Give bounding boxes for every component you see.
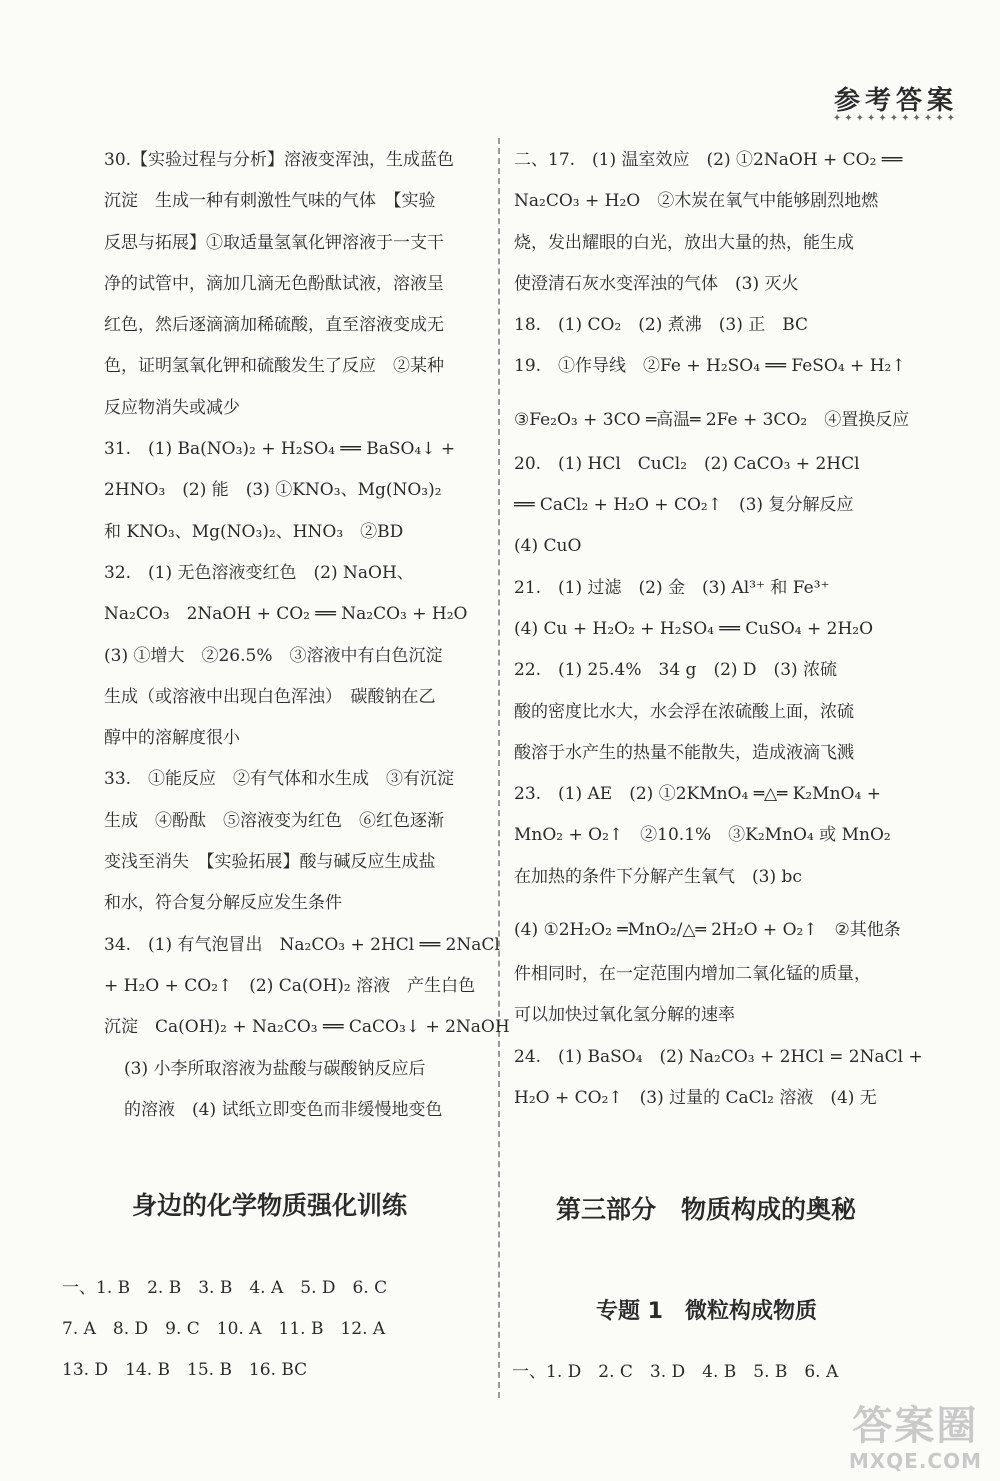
subsection-title: 专题 1 微粒构成物质	[596, 1299, 817, 1324]
text-line: 在加热的条件下分解产生氧气 (3) bc	[514, 866, 802, 887]
column-divider	[498, 138, 500, 1398]
text-line: 二、17. (1) 温室效应 (2) ①2NaOH + CO₂ ══	[514, 150, 903, 170]
text-line: 沉淀 Ca(OH)₂ + Na₂CO₃ ══ CaCO₃↓ + 2NaOH	[104, 1017, 510, 1038]
left-answers	[62, 1268, 387, 1391]
text-line: ══ CaCl₂ + H₂O + CO₂↑ (3) 复分解反应	[514, 495, 854, 516]
text-line: 净的试管中，滴加几滴无色酚酞试液，溶液呈	[104, 273, 444, 294]
text-line: 使澄清石灰水变浑浊的气体 (3) 灭火	[514, 273, 799, 294]
text-line: 的溶液 (4) 试纸立即变色而非缓慢地变色	[124, 1099, 443, 1120]
text-line: 醇中的溶解度很小	[104, 728, 240, 749]
text-line: 反思与拓展】①取适量氢氧化钾溶液于一支干	[104, 232, 444, 253]
text-line: (4) CuO	[514, 536, 582, 557]
text-line: 变浅至消失 【实验拓展】酸与碱反应生成盐	[104, 852, 436, 873]
text-line: 色，证明氢氧化钾和硫酸发生了反应 ②某种	[104, 356, 444, 377]
text-line: 33. ①能反应 ②有气体和水生成 ③有沉淀	[104, 769, 455, 790]
right-column	[514, 140, 924, 1119]
text-line: 一、1. B 2. B 3. B 4. A 5. D 6. C	[62, 1278, 388, 1298]
text-line: 酸的密度比水大，水会浮在浓硫酸上面，浓硫	[514, 701, 854, 722]
text-line: 21. (1) 过滤 (2) 金 (3) Al³⁺ 和 Fe³⁺	[514, 577, 830, 598]
left-column	[104, 140, 510, 1131]
text-line: Na₂CO₃ + H₂O ②木炭在氧气中能够剧烈地燃	[514, 191, 879, 212]
text-line: 34. (1) 有气泡冒出 Na₂CO₃ + 2HCl ══ 2NaCl	[104, 934, 500, 955]
text-line: 生成 ④酚酞 ⑤溶液变为红色 ⑥红色逐渐	[104, 810, 444, 831]
text-line: ③Fe₂O₃ + 3CO ═高温═ 2Fe + 3CO₂ ④置换反应	[514, 409, 910, 430]
text-line: 32. (1) 无色溶液变红色 (2) NaOH、	[104, 562, 414, 583]
text-line: (3) 小李所取溶液为盐酸与碳酸钠反应后	[124, 1058, 426, 1079]
text-line: Na₂CO₃ 2NaOH + CO₂ ══ Na₂CO₃ + H₂O	[104, 604, 468, 625]
text-line: 沉淀 生成一种有刺激性气味的气体 【实验	[104, 191, 436, 212]
text-line: 23. (1) AE (2) ①2KMnO₄ ═△═ K₂MnO₄ +	[514, 784, 881, 805]
text-line: 19. ①作导线 ②Fe + H₂SO₄ ══ FeSO₄ + H₂↑	[514, 356, 906, 377]
text-line: + H₂O + CO₂↑ (2) Ca(OH)₂ 溶液 产生白色	[104, 975, 476, 996]
page-header	[833, 80, 958, 124]
watermark-url: MXQE.COM	[848, 1449, 982, 1473]
right-answers	[512, 1352, 838, 1393]
header-title: 参考答案	[833, 86, 958, 116]
text-line: 22. (1) 25.4% 34 g (2) D (3) 浓硫	[514, 660, 838, 681]
text-line: 反应物消失或减少	[104, 397, 240, 418]
text-line: 18. (1) CO₂ (2) 煮沸 (3) 正 BC	[514, 315, 809, 336]
text-line: 24. (1) BaSO₄ (2) Na₂CO₃ + 2HCl = 2NaCl +	[514, 1046, 923, 1067]
text-line: MnO₂ + O₂↑ ②10.1% ③K₂MnO₄ 或 MnO₂	[514, 825, 891, 846]
text-line: 30.【实验过程与分析】溶液变浑浊，生成蓝色	[104, 150, 455, 170]
text-line: 20. (1) HCl CuCl₂ (2) CaCO₃ + 2HCl	[514, 453, 860, 474]
section-title-right: 第三部分 物质构成的奥秘	[556, 1195, 857, 1224]
text-line: 酸溶于水产生的热量不能散失，造成液滴飞溅	[514, 742, 854, 763]
text-line: (3) ①增大 ②26.5% ③溶液中有白色沉淀	[104, 645, 443, 666]
text-line: 和水，符合复分解反应发生条件	[104, 893, 342, 914]
text-line: 7. A 8. D 9. C 10. A 11. B 12. A	[62, 1319, 386, 1339]
text-line: 31. (1) Ba(NO₃)₂ + H₂SO₄ ══ BaSO₄↓ +	[104, 439, 456, 460]
watermark	[849, 1403, 982, 1473]
text-line: 2HNO₃ (2) 能 (3) ①KNO₃、Mg(NO₃)₂	[104, 480, 442, 501]
text-line: 红色，然后逐滴滴加稀硫酸，直至溶液变成无	[104, 315, 444, 336]
text-line: 和 KNO₃、Mg(NO₃)₂、HNO₃ ②BD	[104, 521, 404, 542]
text-line: 一、1. D 2. C 3. D 4. B 5. B 6. A	[512, 1362, 839, 1382]
section-title-left: 身边的化学物质强化训练	[132, 1191, 408, 1220]
header-dots: ✦✦✦✦✦✦✦✦✦✦✦	[832, 113, 958, 124]
text-line: (4) Cu + H₂O₂ + H₂SO₄ ══ CuSO₄ + 2H₂O	[514, 618, 874, 639]
text-line: 13. D 14. B 15. B 16. BC	[62, 1360, 308, 1380]
text-line: (4) ①2H₂O₂ ═MnO₂/△═ 2H₂O + O₂↑ ②其他条	[514, 920, 901, 941]
watermark-logo: 答案圈	[852, 1403, 979, 1449]
text-line: 生成（或溶液中出现白色浑浊） 碳酸钠在乙	[104, 686, 436, 707]
text-line: 件相同时，在一定范围内增加二氧化锰的质量，	[514, 964, 871, 985]
text-line: 可以加快过氧化氢分解的速率	[514, 1005, 735, 1026]
text-line: H₂O + CO₂↑ (3) 过量的 CaCl₂ 溶液 (4) 无	[514, 1087, 877, 1108]
text-line: 烧，发出耀眼的白光，放出大量的热，能生成	[514, 232, 854, 253]
